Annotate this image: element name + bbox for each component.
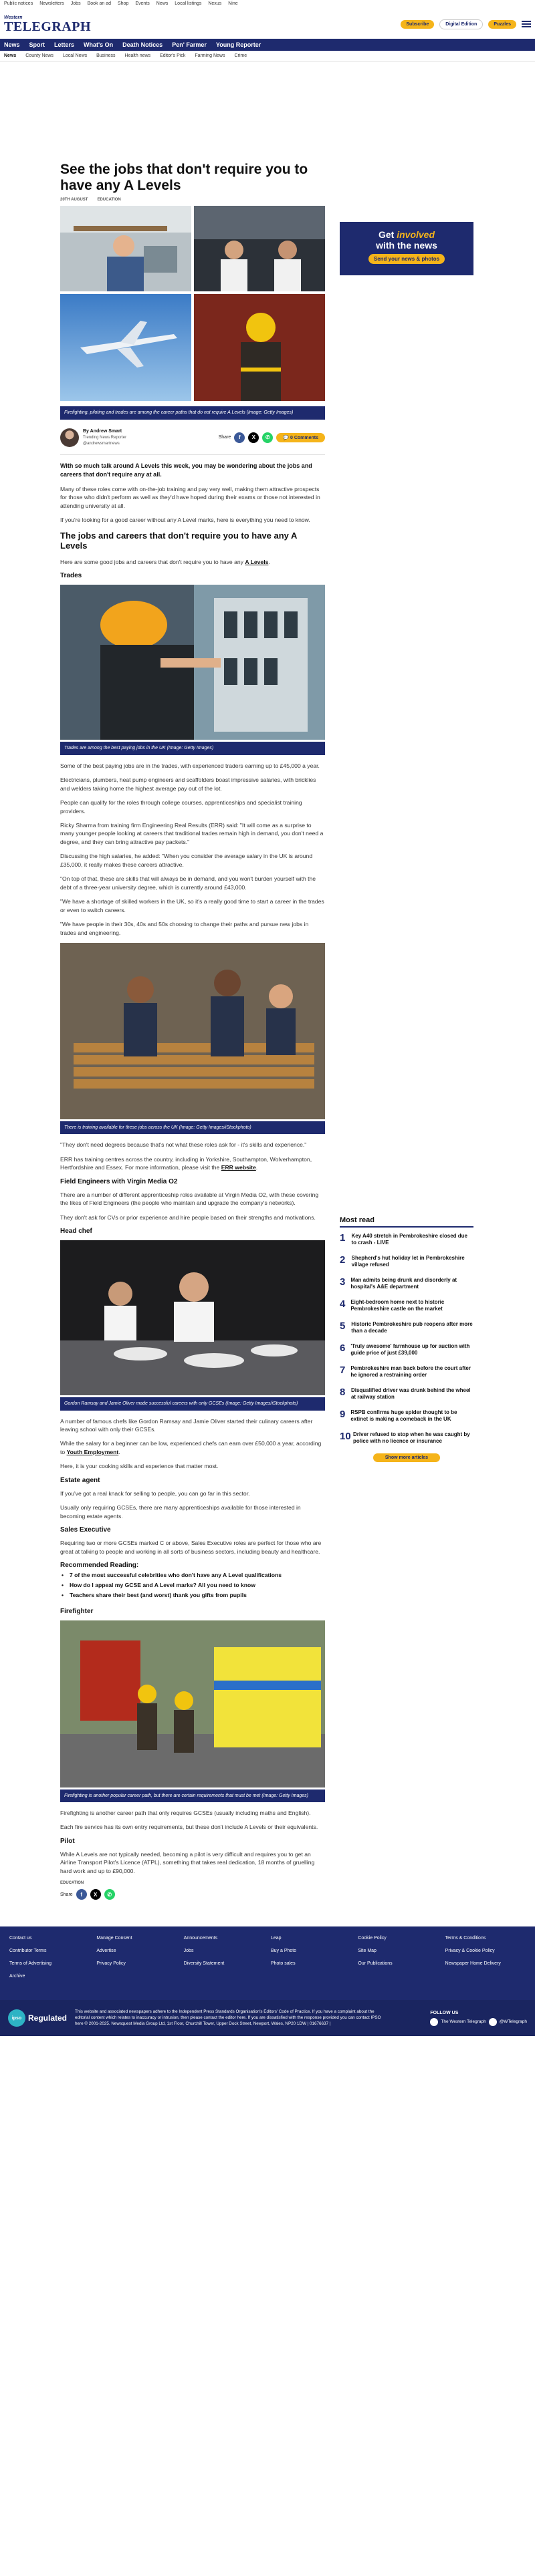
youth-employment-link[interactable]: Youth Employment [66,1448,119,1455]
utility-link[interactable]: Local listings [175,1,202,6]
paragraph: With so much talk around A Levels this week, you may be wondering about the jobs and careers that don't require any at all. [60,462,312,478]
get-involved-promo[interactable] [340,222,473,275]
promo-line-1: Get involved [378,229,435,240]
follow-us [430,2011,527,2026]
article-date: 20TH AUGUST [60,198,88,202]
paragraph: They don't ask for CVs or prior experience and hire people based on their strengths and motivations. [60,1213,316,1221]
caption-fire: Firefighting is another popular career path, but there are certain requirements that must be met (Image: Getty Images) [60,1790,325,1802]
footer-bottom [0,2000,535,2036]
nav-item[interactable]: Death Notices [122,41,163,48]
subnav-item[interactable]: Business [96,53,116,58]
ipso-regulated-text: Regulated [28,2013,68,2023]
utility-link[interactable]: Shop [118,1,129,6]
most-read-item[interactable]: 1 Key A40 stretch in Pembrokeshire closed due to crash - LIVE [340,1232,467,1246]
most-read-item[interactable]: 3 Man admits being drunk and disorderly at hospital's A&E department [340,1276,457,1290]
masthead [0,9,535,39]
footer-link[interactable]: Privacy Policy [96,1961,126,1967]
facebook-handle[interactable]: The Western Telegraph [441,2019,486,2025]
facebook-icon[interactable]: f [76,1889,87,1900]
paragraph: Discussing the high salaries, he added: "When you consider the average salary in the UK is around £35,000, it really makes these careers attractive. [60,853,313,868]
subheading-chef: Head chef [60,1228,92,1236]
article-tag[interactable]: EDUCATION [60,1881,84,1886]
most-read-title: Most read [340,1216,473,1228]
paragraph: "We have a shortage of skilled workers in the UK, so it's a really good time to start a career in the trades or even to switch careers. [60,898,324,913]
footer-link[interactable]: Photo sales [271,1961,296,1967]
paragraph: "On top of that, these are skills that will always be in demand, and you won't burden yourself with the debt of a three-year university degree, which is currently around £43,000. [60,875,316,891]
paragraph: Here, it is your cooking skills and experience that matter most. [60,1463,219,1470]
paragraph: A number of famous chefs like Gordon Ramsay and Jamie Oliver started their culinary careers after leaving school with only their GCSEs. [60,1417,313,1433]
share-label: Share [218,435,231,440]
paragraph: Requiring two or more GCSEs marked C or above, Sales Executive roles are perfect for those who are great at talking to people and working in all sorts of business sectors, including beauty and healthcare. [60,1540,322,1555]
nav-item[interactable]: Sport [29,41,45,48]
a-levels-link[interactable]: A Levels [245,558,269,565]
footer-link[interactable]: Archive [9,1974,25,1979]
subnav-item[interactable]: Editor's Pick [160,53,186,58]
footer [0,1926,535,2036]
utility-link[interactable]: Nine [228,1,238,6]
facebook-icon[interactable]: f [234,432,245,443]
subheading-trades: Trades [60,572,82,580]
utility-link[interactable]: News [156,1,169,6]
paragraph: Each fire service has its own entry requirements, but these don't include A Levels or their equivalents. [60,1824,318,1831]
most-read-item[interactable]: 5 Historic Pembrokeshire pub reopens after more than a decade [340,1320,473,1334]
utility-link[interactable]: Nexus [208,1,222,6]
share-bar-bottom [60,1889,325,1900]
article-headline: See the jobs that don't require you to have any A Levels [60,162,308,194]
paragraph: ERR has training centres across the country, including in Yorkshire, Southampton, Wolverhampton, Hertfordshire and Essex. For more information, please visit the ERR website. [60,1155,312,1171]
ipso-logo: ipso [8,2009,25,2027]
sidebar [340,162,473,1900]
caption-chef: Gordon Ramsay and Jamie Oliver made successful careers with only GCSEs (Image: Getty Images/iStockphoto) [60,1397,325,1410]
footer-link[interactable]: Contact us [9,1936,32,1941]
author-handle[interactable]: @andrewsmartnews [83,441,120,446]
most-read-item[interactable]: 4 Eight-bedroom home next to historic Pembrokeshire castle on the market [340,1298,445,1312]
caption-training: There is training available for these jobs across the UK (Image: Getty Images/iStockphoto) [60,1121,325,1134]
subnav-item[interactable]: Health news [124,53,151,58]
figure-trades [60,585,325,754]
footer-link[interactable]: Manage Consent [96,1936,132,1941]
main-nav [0,39,535,51]
photo-firefighters [60,1620,325,1790]
site-logo[interactable] [4,15,91,33]
utility-bar [0,0,535,9]
most-read-item[interactable]: 10 Driver refused to stop when he was caught by police with no licence or insurance [340,1431,470,1445]
paragraph: Here are some good jobs and careers that don't require you to have any A Levels. [60,558,270,565]
subheading-pilot: Pilot [60,1837,75,1845]
footer-link[interactable]: Terms of Advertising [9,1961,52,1967]
caption-trades: Trades are among the best paying jobs in the UK (Image: Getty Images) [60,742,325,754]
recommended-link[interactable]: • How do I appeal my GCSE and A Level marks? All you need to know [67,1582,325,1589]
share-label: Share [60,1892,73,1897]
x-icon[interactable] [489,2018,497,2026]
whatsapp-icon[interactable]: ✆ [262,432,273,443]
author-name[interactable]: By Andrew Smart [83,429,122,434]
subnav-item[interactable]: News [4,53,17,58]
paragraph: People can qualify for the roles through college courses, apprenticeships and specialist training providers. [60,799,302,815]
most-read-item[interactable]: 2 Shepherd's hut holiday let in Pembrokeshire village refused [340,1254,465,1268]
footer-link[interactable]: Terms & Conditions [445,1936,486,1941]
page-content [0,162,535,1900]
paragraph: There are a number of different apprenticeship roles available at Virgin Media O2, with these covering the likes of Field Engineers (the people who maintain and upgrade the company's networks). [60,1191,319,1207]
footer-link[interactable]: Jobs [183,1949,194,1954]
utility-link[interactable]: Newsletters [39,1,64,6]
paragraph: Ricky Sharma from training firm Engineering Real Results (ERR) said: "It will come as a surprise to many younger people looking at careers that traditional trades remain high in demand, you don't need a degree, and they can bring attractive pay packets." [60,821,324,845]
recommended-link[interactable]: • 7 of the most successful celebrities who don't have any A Level qualifications [67,1572,325,1579]
avatar[interactable] [60,428,79,447]
paragraph: "We have people in their 30s, 40s and 50s choosing to change their paths and pursue new jobs in trades and engineering. [60,921,309,936]
hero-photo-airplane [60,294,191,401]
send-news-button[interactable]: Send your news & photos [368,254,445,264]
footer-link[interactable]: Leap [271,1936,282,1941]
footer-link[interactable]: Diversity Statement [183,1961,225,1967]
paragraph: While the salary for a beginner can be low, experienced chefs can earn over £50,000 a year, according to Youth Employment. [60,1440,322,1455]
recommended-link[interactable]: • Teachers share their best (and worst) thank you gifts from pupils [67,1592,325,1599]
paragraph: Usually only requiring GCSEs, there are many apprenticeships available for those interested in becoming estate agents. [60,1504,301,1520]
subheading-estate: Estate agent [60,1476,100,1484]
subnav-item[interactable]: Local News [62,53,88,58]
divider [60,454,325,455]
article [60,162,325,1900]
logo-small-text: Western [4,15,23,20]
hero-photo-tradesperson [60,206,191,291]
ad-space [0,61,535,162]
x-icon[interactable]: X [90,1889,101,1900]
paragraph: Electricians, plumbers, heat pump engineers and scaffolders boast impressive salaries, with bricklies and welders taking home the highest average pay out of the lot. [60,776,316,792]
show-more-articles-button[interactable]: Show more articles [373,1453,440,1462]
footer-legal-text: This website and associated newspapers adhere to the Independent Press Standards Organisation's Editors' Code of Practice. If you have a complaint about the editorial content which relates to inaccuracy or intrusion, then please contact the editor here. If you are dissatisfied with the response provided you can contact IPSO here © 2001-2025. Newsquest Media Group Ltd, 1st Floor, Churchill Tower, Upper Dock Street, Newport, Wales, NP20 1DW | 01676637 | [75,2009,381,2026]
utility-link[interactable]: Jobs [70,1,81,6]
hero-caption: Firefighting, piloting and trades are among the career paths that do not require A Levels (Image: Getty Images) [60,406,325,419]
digital-edition-button[interactable]: Digital Edition [439,19,483,29]
most-read-item[interactable]: 6 'Truly awesome' farmhouse up for auction with guide price of just £39,000 [340,1342,470,1356]
whatsapp-icon[interactable]: ✆ [104,1889,115,1900]
footer-link[interactable]: Contributor Terms [9,1949,47,1954]
promo-line-2: with the news [376,240,437,251]
subscribe-button[interactable]: Subscribe [401,20,434,29]
photo-electrician [60,585,325,742]
utility-link[interactable]: Public notices [4,1,33,6]
footer-link[interactable]: Site Map [358,1949,377,1954]
author-role: Trending News Reporter [83,436,127,440]
ipso-badge[interactable] [8,2009,67,2027]
most-read [340,1216,473,1462]
photo-bricklaying-class [60,943,325,1121]
follow-us-label: FOLLOW US [430,2010,459,2015]
nav-item[interactable]: Young Reporter [215,41,261,48]
err-website-link[interactable]: ERR website [221,1164,256,1171]
x-icon[interactable]: X [248,432,259,443]
author-block [60,428,126,447]
subheading-sales: Sales Executive [60,1526,111,1534]
menu-icon[interactable] [522,21,531,27]
section-heading: The jobs and careers that don't require you to have any A Levels [60,530,297,551]
footer-link[interactable]: Buy a Photo [271,1949,297,1954]
paragraph: Firefighting is another career path that only requires GCSEs (usually including maths and English). [60,1810,311,1817]
utility-link[interactable]: Events [135,1,150,6]
comments-button[interactable]: 💬 0 Comments [276,433,325,442]
subheading-fire: Firefighter [60,1607,94,1615]
article-category[interactable]: EDUCATION [97,198,121,202]
paragraph: While A Levels are not typically needed, becoming a pilot is very difficult and requires you to get an Airline Transport Pilot's Licence (ATPL), something that takes real dedication, 18 months of gruelling hard work and up to £90,000. [60,1850,315,1874]
paragraph: If you're looking for a good career without any A Level marks, here is everything you need to know. [60,517,310,524]
most-read-item[interactable]: 7 Pembrokeshire man back before the court after he ignored a restraining order [340,1365,471,1379]
recommended-reading [60,1562,325,1600]
article-meta [60,198,325,202]
figure-chef [60,1240,325,1410]
paragraph: If you've got a real knack for selling to people, you can go far in this sector. [60,1489,250,1497]
footer-link[interactable]: Advertise [96,1949,116,1954]
subnav-item[interactable]: County News [25,53,54,58]
facebook-icon[interactable] [430,2018,438,2026]
byline [60,426,325,449]
footer-link[interactable]: Privacy & Cookie Policy [445,1949,495,1954]
paragraph: Some of the best paying jobs are in the trades, with experienced traders earning up to £45,000 a year. [60,762,320,769]
subnav-item[interactable]: Crime [234,53,247,58]
nav-item[interactable]: What's On [84,41,114,48]
footer-link[interactable]: Our Publications [358,1961,393,1967]
subheading-virgin: Field Engineers with Virgin Media O2 [60,1177,178,1185]
puzzles-button[interactable]: Puzzles [488,20,516,29]
photo-kitchen [60,1240,325,1397]
logo-big-text: TELEGRAPH [4,19,92,34]
recommended-title: Recommended Reading: [60,1562,139,1570]
footer-link[interactable]: Announcements [183,1936,218,1941]
footer-links [0,1926,535,1979]
x-handle[interactable]: @WTelegraph [499,2019,527,2025]
figure-fire [60,1620,325,1802]
hero-image-collage [60,206,325,406]
paragraph: Many of these roles come with on-the-job training and pay very well, making them attractive prospects for those who didn't perform as well as they'd have hoped during their exams or those not interested in attending university at all. [60,485,320,509]
footer-link[interactable]: Newspaper Home Delivery [445,1961,501,1967]
footer-link[interactable]: Cookie Policy [358,1936,387,1941]
nav-item[interactable]: News [4,41,20,48]
most-read-item[interactable]: 9 RSPB confirms huge spider thought to be extinct is making a comeback in the UK [340,1409,457,1423]
masthead-actions [401,19,531,29]
nav-item[interactable]: Letters [54,41,75,48]
paragraph: "They don't need degrees because that's not what these roles ask for - it's skills and experience." [60,1141,307,1149]
share-bar [219,432,325,443]
sub-nav [0,51,535,61]
hero-photo-pilots [194,206,325,291]
utility-link[interactable]: Book an ad [87,1,111,6]
figure-training [60,943,325,1134]
nav-item[interactable]: Pen' Farmer [172,41,207,48]
most-read-item[interactable]: 8 Disqualified driver was drunk behind the wheel at railway station [340,1387,471,1401]
hero-photo-firefighter [194,294,325,401]
subnav-item[interactable]: Farming News [195,53,225,58]
